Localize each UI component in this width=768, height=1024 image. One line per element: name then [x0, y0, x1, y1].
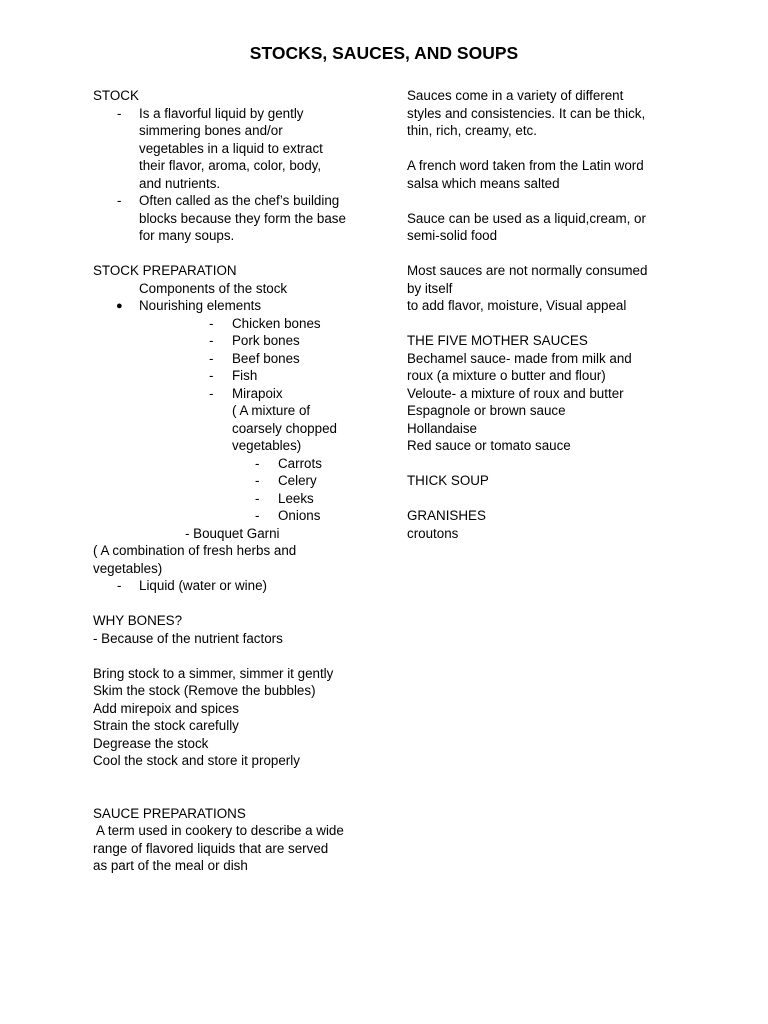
list-item: [93, 385, 393, 403]
mother-sauce-item: Hollandaise: [407, 420, 477, 436]
text-line: Often called as the chef’s building: [139, 193, 340, 208]
mother-sauce-item: Veloute- a mixture of roux and butter: [407, 385, 624, 401]
stock-step: Strain the stock carefully: [93, 718, 239, 733]
why-bones-heading: WHY BONES?: [93, 613, 183, 628]
stock-blocks-item: [93, 192, 393, 210]
stock-preparation-heading: STOCK PREPARATION: [93, 263, 237, 278]
list-item: [93, 367, 393, 385]
bouquet-note: ( A combination of fresh herbs and: [93, 543, 297, 558]
mirapoix-note: coarsely chopped: [232, 420, 337, 436]
sauce-use-text: Sauce can be used as a liquid,cream, or: [407, 210, 646, 226]
stock-step: Cool the stock and store it properly: [93, 753, 300, 768]
dash-marker: -: [255, 490, 260, 506]
stock-step: Skim the stock (Remove the bubbles): [93, 683, 316, 698]
mother-sauce-item: Red sauce or tomato sauce: [407, 438, 571, 453]
list-item-label: Chicken bones: [232, 315, 321, 331]
sauce-consumed-text: by itself: [407, 280, 453, 296]
nourishing-item: [93, 297, 393, 315]
list-item-label: Beef bones: [232, 350, 300, 366]
french-origin-text: salsa which means salted: [407, 175, 560, 191]
stock-step: Add mirepoix and spices: [93, 700, 239, 716]
dash-marker: -: [255, 473, 260, 488]
page-title: STOCKS, SAUCES, AND SOUPS: [249, 43, 519, 63]
stock-step: Degrease the stock: [93, 735, 209, 751]
mother-sauce-item: roux (a mixture o butter and flour): [407, 368, 606, 383]
list-item-label: Mirapoix: [232, 385, 283, 401]
vegetable-label: Celery: [278, 473, 317, 488]
nourishing-label: Nourishing elements: [139, 298, 262, 313]
sauce-preparations-heading: SAUCE PREPARATIONS: [93, 805, 246, 821]
vegetable-item: [93, 490, 393, 508]
why-bones-answer: - Because of the nutrient factors: [93, 630, 283, 646]
dash-marker: -: [209, 368, 214, 383]
text-line: for many soups.: [139, 228, 235, 243]
text-line: simmering bones and/or: [139, 123, 283, 138]
vegetable-label: Onions: [278, 508, 321, 523]
garnish-item: croutons: [407, 525, 459, 541]
mirapoix-note: ( A mixture of: [232, 403, 311, 418]
vegetable-item: [93, 472, 393, 490]
bouquet-garni-item: - Bouquet Garni: [185, 525, 280, 541]
liquid-label: Liquid (water or wine): [139, 578, 268, 593]
liquid-item: [93, 577, 393, 595]
text-line: their flavor, aroma, color, body,: [139, 158, 322, 173]
sauce-variety-text: thin, rich, creamy, etc.: [407, 123, 537, 138]
vegetable-label: Leeks: [278, 490, 314, 506]
dash-marker: -: [209, 315, 214, 331]
left-column: [93, 87, 393, 875]
text-line: vegetables in a liquid to extract: [139, 140, 323, 156]
sauce-description: as part of the meal or dish: [93, 858, 248, 873]
mother-sauce-item: Bechamel sauce- made from milk and: [407, 350, 632, 366]
text-line: Is a flavorful liquid by gently: [139, 105, 304, 121]
sauce-description: A term used in cookery to describe a wide: [93, 823, 344, 838]
vegetable-item: [93, 507, 393, 525]
text-line: blocks because they form the base: [139, 210, 346, 226]
stock-definition-item: [93, 105, 393, 123]
bullet-marker: ●: [116, 300, 123, 312]
list-item: [93, 350, 393, 368]
dash-marker: -: [117, 193, 122, 208]
stock-step: Bring stock to a simmer, simmer it gently: [93, 665, 334, 681]
list-item-label: Pork bones: [232, 333, 300, 348]
components-label: Components of the stock: [139, 280, 288, 296]
vegetable-label: Carrots: [278, 455, 322, 471]
text-line: and nutrients.: [139, 175, 221, 191]
dash-marker: -: [209, 333, 214, 348]
dash-marker: -: [209, 350, 214, 366]
dash-marker: -: [117, 578, 122, 593]
sauce-consumed-text: to add flavor, moisture, Visual appeal: [407, 298, 627, 313]
dash-marker: -: [209, 385, 214, 401]
sauce-variety-text: styles and consistencies. It can be thick,: [407, 105, 646, 121]
dash-marker: -: [117, 105, 122, 121]
mother-sauces-heading: THE FIVE MOTHER SAUCES: [407, 333, 588, 348]
mother-sauce-item: Espagnole or brown sauce: [407, 403, 566, 418]
right-column: [407, 87, 707, 542]
dash-marker: -: [255, 455, 260, 471]
dash-marker: -: [255, 508, 260, 523]
garnishes-heading: GRANISHES: [407, 508, 486, 523]
list-item-label: Fish: [232, 368, 258, 383]
list-item: [93, 332, 393, 350]
sauce-use-text: semi-solid food: [407, 228, 498, 243]
sauce-variety-text: Sauces come in a variety of different: [407, 88, 624, 103]
sauce-consumed-text: Most sauces are not normally consumed: [407, 263, 648, 278]
list-item: [93, 315, 393, 333]
bouquet-note: vegetables): [93, 560, 163, 576]
thick-soup-heading: THICK SOUP: [407, 473, 489, 488]
vegetable-item: [93, 455, 393, 473]
mirapoix-note: vegetables): [232, 438, 302, 453]
stock-heading: STOCK: [93, 88, 139, 103]
french-origin-text: A french word taken from the Latin word: [407, 158, 644, 173]
sauce-description: range of flavored liquids that are served: [93, 840, 329, 856]
